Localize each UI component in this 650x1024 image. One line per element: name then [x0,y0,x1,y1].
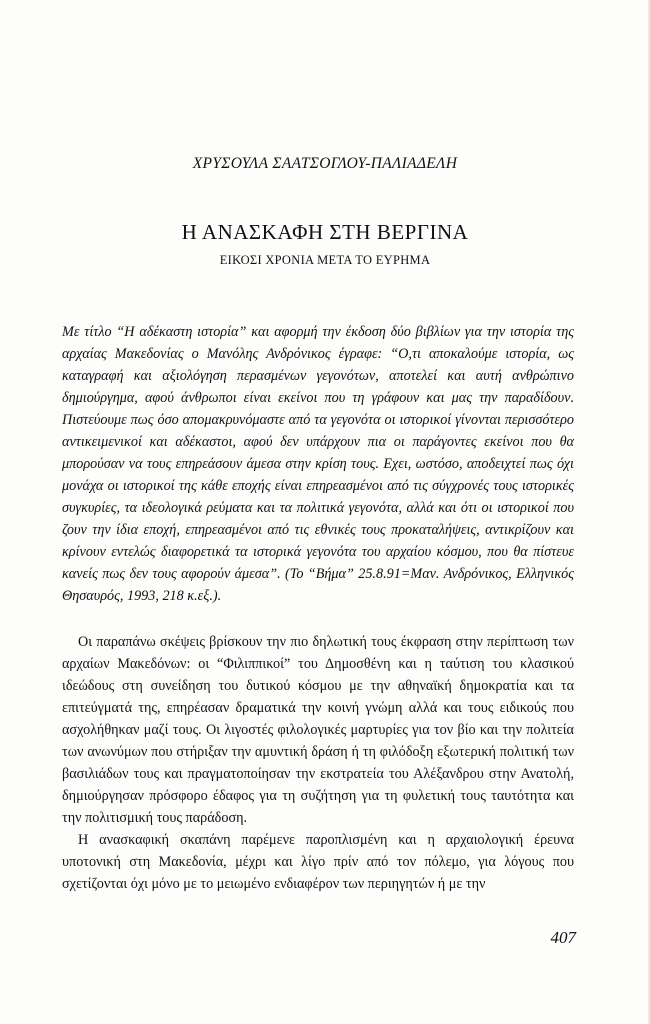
author-name: ΧΡΥΣΟΥΛΑ ΣΑΑΤΣΟΓΛΟΥ-ΠΑΛΙΑΔΕΛΗ [192,155,458,172]
page-number: 407 [550,928,576,947]
article-title: Η ΑΝΑΣΚΑΦΗ ΣΤΗ ΒΕΡΓΙΝΑ [181,220,469,244]
body-paragraph: Οι παραπάνω σκέψεις βρίσκουν την πιο δηλωτική τους έκφραση στην περίπτωση των αρχαίων Μακεδόνων: οι “Φιλιππικοί” του Δημοσθένη και η ταύτιση του κλασικού ιδεώδους στη συνείδηση του δυτικού κόσμου με την αθηναϊκή δημοκρατία και τα επιτεύγματά της, επηρέασαν δραματικά την κοινή γνώμη αλλά και τους ειδικούς που ασχολήθηκαν μαζί τους. Οι λιγοστές φιλολογικές μαρτυρίες για τον βίο και την πολιτεία των ανωνύμων που στήριξαν την αμυντική δράση ή τη φιλόδοξη εξωτερική πολιτική των βασιλιάδων τους και πραγματοποίησαν την εκστρατεία του Αλέξανδρου στην Ανατολή, δημιούργησαν πρόσφορο έδαφος για τη συζήτηση για τη φυλετική τους ταυτότητα και την πολιτισμική τους παράδοση. [62,634,574,826]
opening-quote: Με τίτλο “Η αδέκαστη ιστορία” και αφορμή την έκδοση δύο βιβλίων για την ιστορία της αρχαίας Μακεδονίας ο Μανόλης Ανδρόνικος έγραφε: “Ο,τι αποκαλούμε ιστορία, ως καταγραφή και αξιολόγηση περασμένων γεγονότων, αποτελεί και αυτή ανθρώπινο δημιούργημα, αφού άνθρωποι είναι εκείνοι που τη γράφουν και μας την παραδίδουν. Πιστεύουμε πως όσο απομακρυνόμαστε από τα γεγονότα οι ιστορικοί γίνονται περισσότερο αντικειμενικοί και αδέκαστοι, αφού δεν υπάρχουν πια οι παράγοντες εκείνοι που θα μπορούσαν να τους επηρεάσουν άμεσα στην κρίση τους. Εχει, ωστόσο, αποδειχτεί πως όχι μονάχα οι ιστορικοί της κάθε εποχής είναι επηρεασμένοι από τις σύγχρονές τους ιστορικές συγκυρίες, τα ιδεολογικά ρεύματα και τα πολιτικά γεγονότα, αλλά και ότι οι ιστορικοί που ζουν την ίδια εποχή, επηρεασμένοι από τις εθνικές τους προκαταλήψεις, αντικρίζουν και κρίνουν εντελώς διαφορετικά τα ιστορικά γεγονότα του αρχαίου κόσμου, που θα πίστευε κανείς πως δεν τους αφορούν άμεσα”. (Το “Βήμα” 25.8.91=Μαν. Ανδρόνικος, Ελληνικός Θησαυρός, 1993, 218 κ.εξ.). [62,324,574,604]
body-paragraph: Η ανασκαφική σκαπάνη παρέμενε παροπλισμένη και η αρχαιολογική έρευνα υποτονική στη Μακεδονία, μέχρι και λίγο πρίν από τον πόλεμο, για λόγους που σχετίζονται όχι μόνο με το μειωμένο ενδιαφέρον των περιηγητών ή με την [62,832,574,892]
article-subtitle: ΕΙΚΟΣΙ ΧΡΟΝΙΑ ΜΕΤΑ ΤΟ ΕΥΡΗΜΑ [219,253,431,267]
